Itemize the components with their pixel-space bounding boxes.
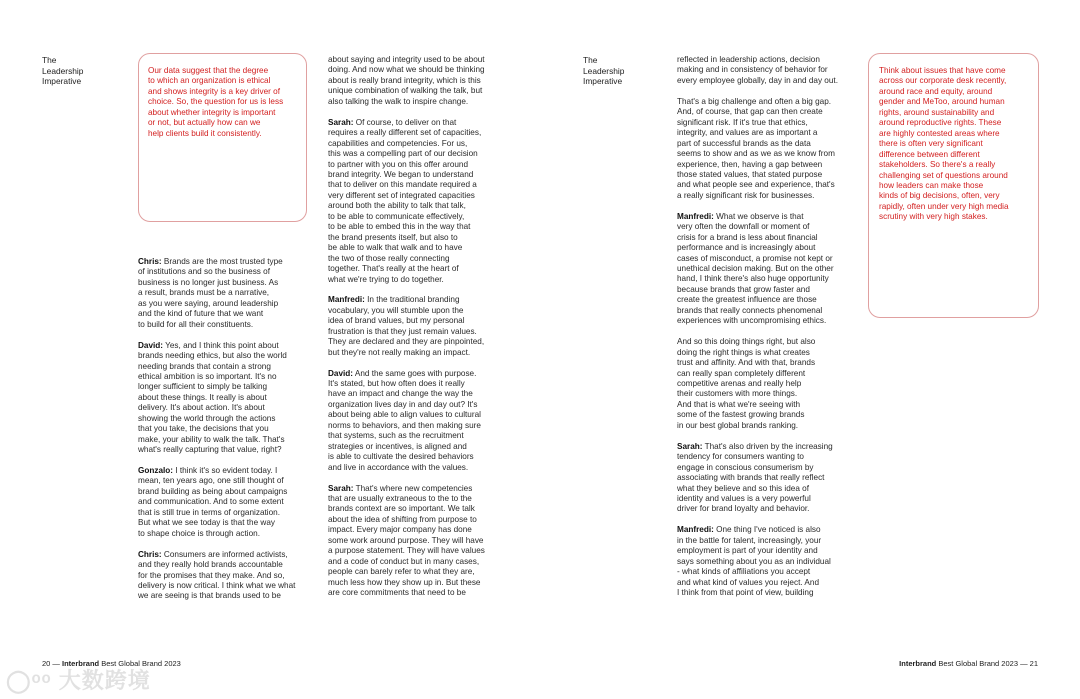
interview-paragraph <box>677 55 857 86</box>
pull-quote-left: Our data suggest that the degree to which an organization is ethical and shows integrity is a key driver of choice. So, the question for us is less about whether integrity is important or not, but actually how can we help clients build it consistently. <box>148 66 284 138</box>
speaker-name: Manfredi: <box>328 295 365 305</box>
speaker-name: David: <box>328 368 354 378</box>
interview-paragraph <box>328 484 508 599</box>
interview-paragraph <box>328 369 508 474</box>
interview-paragraph <box>328 295 508 358</box>
speaker-name: Chris: <box>138 549 162 559</box>
paragraph-text: I think it's so evident today. I mean, ten years ago, one still thought of brand building as being about campaigns and communication. And to some extent that is still true in terms of organization. But what we see today is that the way to shape choice is through action. <box>138 466 288 538</box>
paragraph-text: about saying and integrity used to be about doing. And now what we should be thinking about is really brand integrity, which is this unique combination of walking the talk, but also talking the walk to inspire change. <box>328 55 485 106</box>
paragraph-text: That's also driven by the increasing tendency for consumers wanting to engage in conscious consumerism by associating with brands that really reflect what they believe and so this idea of identity and values is a very powerful driver for brand loyalty and behavior. <box>677 441 833 514</box>
speaker-name: David: <box>138 340 164 350</box>
brand-name: Interbrand <box>899 659 937 668</box>
interview-paragraph <box>138 466 313 539</box>
interview-paragraph <box>138 257 313 330</box>
publication-title: Best Global Brand 2023 <box>99 659 181 668</box>
interview-paragraph <box>328 118 508 285</box>
paragraph-text: That's where new competencies that are usually extraneous to the to the brands context are so important. We talk about the idea of shifting from purpose to impact. Every major company has done some work around purpose. They will have a purpose statement. They will have values and a code of conduct but in many cases, people can barely refer to what they are, much less how they show up in. But these are core commitments that need to be <box>328 483 485 598</box>
interview-paragraph <box>138 550 313 602</box>
interview-paragraph <box>138 341 313 456</box>
paragraph-text: Yes, and I think this point about brands needing ethics, but also the world needing brands that contain a strong ethical ambition is so important. It's no longer sufficient to simply be talking about these things. It really is about delivery. It's about action. It's about showing the world through the actions that you take, the decisions that you make, your ability to walk the talk. That's what's really capturing that value, right? <box>138 340 287 455</box>
interview-paragraph <box>677 442 857 515</box>
watermark-logo: ◯ᵒᵒ 大数跨境 <box>6 668 151 693</box>
speaker-name: Sarah: <box>328 483 354 493</box>
interview-column-2 <box>328 55 508 609</box>
brand-name: Interbrand <box>62 659 100 668</box>
paragraph-text: And the same goes with purpose. It's stated, but how often does it really have an impact and change the way the organization lives day in and day out? It's about being able to align values to cultural norms to behaviors, and then making sure that systems, such as the recruitment strategies or incentives, is aligned and is able to cultivate the desired behaviors and live in accordance with the values. <box>328 368 481 472</box>
paragraph-text: reflected in leadership actions, decision making and in consistency of behavior for every employee globally, day in and day out. <box>677 55 838 85</box>
publication-title: Best Global Brand 2023 — 21 <box>936 659 1038 668</box>
paragraph-text: Brands are the most trusted type of institutions and so the business of business is no longer just business. As a result, brands must be a narrative, as you were saying, around leadership and the kind of future that we want to build for all their constituents. <box>138 257 283 329</box>
interview-paragraph <box>677 97 857 202</box>
interview-paragraph <box>677 525 857 598</box>
speaker-name: Chris: <box>138 257 162 266</box>
interview-column-3 <box>677 55 857 609</box>
paragraph-text: And so this doing things right, but also doing the right things is what creates trust and affinity. And with that, brands can really span completely different competitive arenas and really help their customers with more things. And that is what we're seeing with some of the fastest growing brands in our best global brands ranking. <box>677 337 816 430</box>
paragraph-text: One thing I've noticed is also in the battle for talent, increasingly, your employment is part of your identity and says something about you as an individual - what kinds of affiliations you accept and what kind of values you reject. And I think from that point of view, building <box>677 525 831 598</box>
interview-paragraph <box>677 212 857 327</box>
paragraph-text: Consumers are informed activists, and they really hold brands accountable for the promises that they make. And so, delivery is now critical. I think what we what we are seeing is that brands used to be <box>138 549 296 601</box>
speaker-name: Gonzalo: <box>138 466 174 476</box>
speaker-name: Sarah: <box>328 117 354 127</box>
footer-right <box>899 659 1038 668</box>
paragraph-text: Of course, to deliver on that requires a really different set of capacities, capabilities and competencies. For us, this was a compelling part of our decision to partner with you on this offer around brand integrity. We began to understand that to deliver on this mandate required a very different set of integrated capacities around both the ability to talk that talk, to be able to communicate effectively, to be able to embed this in the way that the brand presents itself, but also to be able to walk that walk and to have the two of those really connecting together. That's really at the heart of what we're trying to do together. <box>328 117 482 284</box>
paragraph-text: What we observe is that very often the downfall or moment of crisis for a brand is less about financial performance and is increasingly about cases of misconduct, a promise not kept or unethical decision making. But on the other hand, I think there's also huge opportunity because brands that grow faster and create the greatest influence are those brands that really connects phenomenal experiences with uncompromising ethics. <box>677 211 834 326</box>
interview-column-1 <box>138 257 313 612</box>
section-label-right: The Leadership Imperative <box>583 55 625 87</box>
paragraph-text: That's a big challenge and often a big gap. And, of course, that gap can then create significant risk. If it's true that ethics, integrity, and values are as important a part of successful brands as the data seems to show and as we as we know from experience, then, having a gap between those stated values, that stated purpose and what people see and experience, that's a really significant risk for businesses. <box>677 96 835 200</box>
paragraph-text: In the traditional branding vocabulary, you will stumble upon the idea of brand values, but my personal frustration is that they just remain values. They are declared and they are pinpointed, but they're not really making an impact. <box>328 295 485 357</box>
page-number: 20 — <box>42 659 63 668</box>
pull-quote-right: Think about issues that have come across our corporate desk recently, around race and equity, around gender and MeToo, around human rights, around sustainability and around reproductive rights. These are highly contested areas where there is often very significant difference between different stakeholders. So there's a really challenging set of questions around how leaders can make those kinds of big decisions, often, very rapidly, often under very high media scrutiny with very high stakes. <box>879 66 1009 222</box>
watermark-text: 大数跨境 <box>58 668 151 693</box>
speaker-name: Manfredi: <box>677 211 714 221</box>
speaker-name: Manfredi: <box>677 525 714 535</box>
section-label-left: The Leadership Imperative <box>42 55 84 87</box>
speaker-name: Sarah: <box>677 441 703 451</box>
interview-paragraph <box>677 337 857 431</box>
interview-paragraph <box>328 55 508 107</box>
